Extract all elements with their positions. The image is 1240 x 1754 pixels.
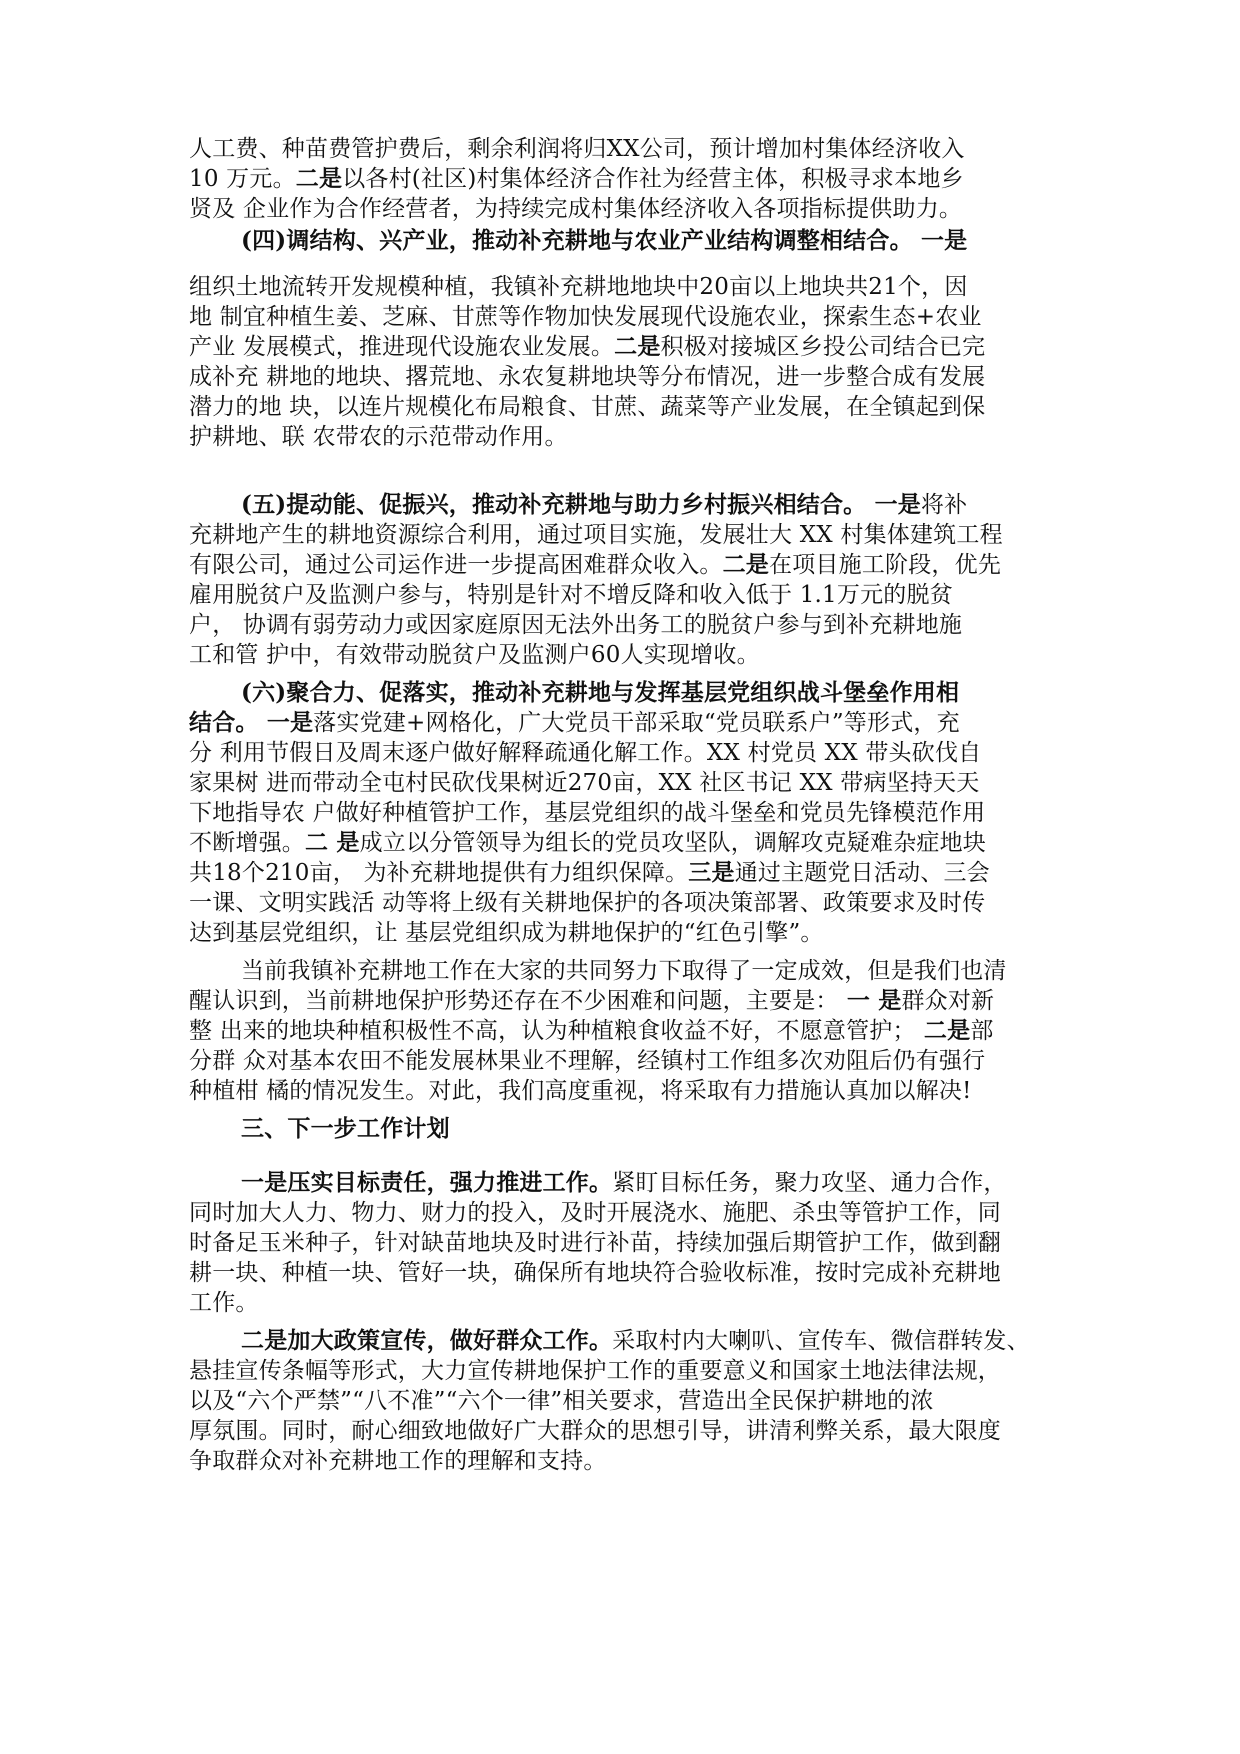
text-line: 当前我镇补充耕地工作在大家的共同努力下取得了一定成效，但是我们也清 [241,958,1007,984]
heading-text: 一是压实目标责任，强力推进工作。 [241,1169,613,1196]
emphasis: 三是 [688,859,735,886]
text-line [189,858,1049,888]
text-line: 分 利用节假日及周末逐户做好解释疏通化解工作。XX 村党员 XX 带头砍伐自 [189,740,982,766]
heading-text: (四)调结构、兴产业，推动补充耕地与农业产业结构调整相结合。 [241,227,913,254]
section-six [189,678,1049,948]
problems-paragraph [189,956,1049,1106]
text-line [189,1168,1049,1198]
text-line [189,1326,1049,1356]
text-span: 采取村内大喇叭、宣传车、微信群转发、 [612,1328,1030,1354]
text-line: 种植柑 橘的情况发生。对此，我们高度重视，将采取有力措施认真加以解决! [189,1078,972,1104]
text-line: 以及“六个严禁”“八不准”“六个一律”相关要求，营造出全民保护耕地的浓 [189,1388,934,1414]
heading-text: 结合。 [189,709,259,736]
text-line [189,1016,1049,1046]
text-line [189,332,1049,362]
text-span: 整 出来的地块种植积极性不高，认为种植粮食收益不好，不愿意管护； [189,1018,916,1044]
text-line [189,550,1049,580]
emphasis: 一是 [912,227,968,254]
text-line: 一课、文明实践活 动等将上级有关耕地保护的各项决策部署、政策要求及时传 [189,890,986,916]
heading-text: (五)提动能、促振兴，推动补充耕地与助力乡村振兴相结合。 [241,491,867,518]
text-line: 争取群众对补充耕地工作的理解和支持。 [189,1448,607,1474]
subsection-heading [189,678,1049,708]
plan-item-one [189,1168,1049,1318]
text-line: 家果树 进而带动全屯村民砍伐果树近270亩，XX 社区书记 XX 带病坚持天天 [189,770,980,796]
text-span: 共18个210亩， 为补充耕地提供有力组织保障。 [189,860,689,886]
section-four-body [189,272,1049,452]
text-line: 悬挂宣传条幅等形式，大力宣传耕地保护工作的重要意义和国家土地法律法规， [189,1358,1001,1384]
section-five [189,490,1049,670]
text-span: 将补 [920,492,968,518]
text-span: 群众对新 [901,988,995,1014]
text-line: 时备足玉米种子，针对缺苗地块及时进行补苗，持续加强后期管护工作，做到翻 [189,1230,1001,1256]
text-span: 有限公司，通过公司运作进一步提高困难群众收入。 [189,552,723,578]
text-line: 护耕地、联 农带农的示范带动作用。 [189,424,568,450]
text-line: 工和管 护中，有效带动脱贫户及监测户60人实现增收。 [189,642,760,668]
emphasis: 一是 [258,709,314,736]
emphasis: 二是 [722,551,770,578]
text-line: 地 制宜种植生姜、芝麻、甘蔗等作物加快发展现代设施农业，探索生态+农业 [189,304,982,330]
emphasis: 二是 [915,1017,971,1044]
text-line [189,490,1049,520]
text-line: 潜力的地 块，以连片规模化布局粮食、甘蔗、蔬菜等产业发展，在全镇起到保 [189,394,986,420]
emphasis: 二是 [614,333,661,360]
text-line: 成补充 耕地的地块、撂荒地、永农复耕地块等分布情况，进一步整合成有发展 [189,364,986,390]
text-span: 积极对接城区乡投公司结合已完 [660,334,986,360]
text-span: 产业 发展模式，推进现代设施农业发展。 [189,334,615,360]
heading-text: (六)聚合力、促落实，推动补充耕地与发挥基层党组织战斗堡垒作用相 [241,679,960,706]
text-span: 通过主题党日活动、三会 [734,860,990,886]
text-line: 充耕地产生的耕地资源综合利用，通过项目实施，发展壮大 XX 村集体建筑工程 [189,522,1003,548]
emphasis: 二 是 [305,829,360,856]
text-line: 同时加大人力、物力、财力的投入，及时开展浇水、施肥、杀虫等管护工作，同 [189,1200,1001,1226]
heading-text: 二是加大政策宣传，做好群众工作。 [241,1327,613,1354]
section-four [189,226,1049,256]
section-heading: 三、下一步工作计划 [241,1115,450,1142]
text-span: 紧盯目标任务，聚力攻坚、通力合作， [612,1170,1007,1196]
text-line: 厚氛围。同时，耐心细致地做好广大群众的思想引导，讲清利弊关系，最大限度 [189,1418,1001,1444]
text-span: 10 万元。 [189,166,296,192]
text-span: 落实党建+网格化，广大党员干部采取“党员联系户”等形式，充 [313,710,960,736]
emphasis: 一是 [866,491,921,518]
text-span: 部 [970,1018,994,1044]
text-span: 以各村(社区)村集体经济合作社为经营主体，积极寻求本地乡 [342,166,964,192]
text-line [189,164,1049,194]
text-line: 耕一块、种植一块、管好一块，确保所有地块符合验收标准，按时完成补充耕地 [189,1260,1001,1286]
text-line [189,986,1049,1016]
plan-item-two [189,1326,1049,1476]
emphasis: 二是 [295,165,343,192]
paragraph-continuation [189,134,1049,224]
text-line [189,828,1049,858]
text-line: 达到基层党组织，让 基层党组织成为耕地保护的“红色引擎”。 [189,920,824,946]
emphasis: 一 是 [838,987,902,1014]
text-line: 人工费、种苗费管护费后，剩余利润将归XX公司，预计增加村集体经济收入 [189,136,965,162]
text-line: 工作。 [189,1290,259,1316]
text-line: 组织土地流转开发规模种植，我镇补充耕地地块中20亩以上地块共21个，因 [189,274,968,300]
text-line [189,708,1049,738]
subsection-heading [189,226,1049,256]
text-span: 不断增强。 [189,830,305,856]
text-line: 贤及 企业作为合作经营者，为持续完成村集体经济收入各项指标提供助力。 [189,196,963,222]
section-three [189,1114,1049,1144]
text-line: 分群 众对基本农田不能发展林果业不理解，经镇村工作组多次劝阻后仍有强行 [189,1048,986,1074]
text-span: 醒认识到，当前耕地保护形势还存在不少困难和问题，主要是： [189,988,839,1014]
text-line: 户， 协调有弱劳动力或因家庭原因无法外出务工的脱贫户参与到补充耕地施 [189,612,963,638]
text-span: 在项目施工阶段，优先 [769,552,1002,578]
text-line: 下地指导农 户做好种植管护工作，基层党组织的战斗堡垒和党员先锋模范作用 [189,800,986,826]
text-span: 成立以分管领导为组长的党员攻坚队，调解攻克疑难杂症地块 [359,830,987,856]
text-line: 雇用脱贫户及监测户参与，特别是针对不增反降和收入低于 1.1万元的脱贫 [189,582,953,608]
